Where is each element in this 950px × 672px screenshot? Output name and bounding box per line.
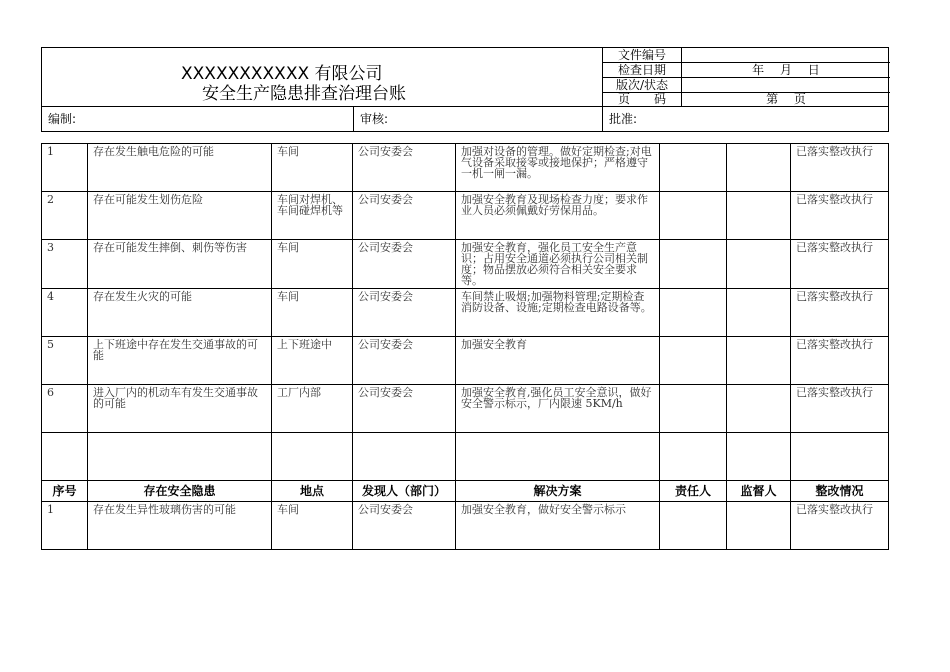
empty-cell: [791, 433, 889, 481]
cell-hazard: 存在发生触电危险的可能: [88, 144, 272, 192]
table-row: [42, 144, 889, 192]
meta-row-check-date: [603, 63, 890, 78]
cell-status: 已落实整改执行: [791, 502, 889, 550]
cell-no: 6: [42, 385, 88, 433]
cell-hazard: 存在可能发生摔倒、刺伤等伤害: [88, 240, 272, 289]
cell-location: 车间: [272, 144, 353, 192]
cell-status: 已落实整改执行: [791, 289, 889, 337]
cell-status: 已落实整改执行: [791, 144, 889, 192]
cell-hazard: 存在发生异性玻璃伤害的可能: [88, 502, 272, 550]
cell-responsible: [660, 337, 727, 385]
meta-label: 文件编号: [603, 48, 682, 62]
document-title: 安全生产隐患排查治理台账: [202, 84, 406, 104]
table-row: [42, 385, 889, 433]
meta-row-version: [603, 78, 890, 93]
cell-supervisor: [727, 240, 791, 289]
cell-solution: 加强安全教育,强化员工安全意识，做好安全警示标示，厂内限速 5KM/h: [456, 385, 660, 433]
cell-supervisor: [727, 502, 791, 550]
cell-supervisor: [727, 192, 791, 240]
cell-responsible: [660, 289, 727, 337]
cell-location: 车间: [272, 240, 353, 289]
cell-solution: 加强安全教育及现场检查力度；要求作业人员必须佩戴好劳保用品。: [456, 192, 660, 240]
cell-solution: 加强安全教育，做好安全警示标示: [456, 502, 660, 550]
cell-solution: 加强安全教育，强化员工安全生产意识；占用安全通道必须执行公司相关制度；物品摆放必须符合相关安全要求等。: [456, 240, 660, 289]
meta-label: 版次/状态: [603, 78, 682, 92]
cell-status: 已落实整改执行: [791, 337, 889, 385]
cell-finder: 公司安委会: [353, 192, 456, 240]
cell-finder: 公司安委会: [353, 337, 456, 385]
meta-value: [682, 78, 890, 92]
cell-location: 车间: [272, 502, 353, 550]
document-header: [41, 47, 889, 132]
cell-finder: 公司安委会: [353, 502, 456, 550]
meta-row-page: [603, 93, 890, 106]
column-header-solution: 解决方案: [456, 481, 660, 502]
cell-supervisor: [727, 289, 791, 337]
hazard-ledger-table: [41, 143, 889, 550]
cell-responsible: [660, 385, 727, 433]
table-row: [42, 240, 889, 289]
cell-no: 3: [42, 240, 88, 289]
cell-solution: 加强安全教育: [456, 337, 660, 385]
cell-solution: 加强对设备的管理。做好定期检查;对电气设备采取接零或接地保护；严格遵守一机一闸一漏。: [456, 144, 660, 192]
cell-hazard: 存在可能发生划伤危险: [88, 192, 272, 240]
cell-finder: 公司安委会: [353, 289, 456, 337]
cell-finder: 公司安委会: [353, 144, 456, 192]
approved-by: 批准:: [609, 112, 638, 126]
cell-supervisor: [727, 144, 791, 192]
empty-row: [42, 433, 889, 481]
column-header-hazard: 存在安全隐患: [88, 481, 272, 502]
cell-location: 上下班途中: [272, 337, 353, 385]
meta-value: 年 月 日: [752, 63, 820, 77]
table-row: [42, 502, 889, 550]
meta-label: 检查日期: [603, 63, 682, 77]
cell-responsible: [660, 240, 727, 289]
empty-cell: [42, 433, 88, 481]
column-header-status: 整改情况: [791, 481, 889, 502]
cell-finder: 公司安委会: [353, 240, 456, 289]
column-header-responsible: 责任人: [660, 481, 727, 502]
cell-finder: 公司安委会: [353, 385, 456, 433]
meta-row-file-number: [603, 48, 890, 63]
cell-hazard: 存在发生火灾的可能: [88, 289, 272, 337]
empty-cell: [660, 433, 727, 481]
cell-no: 2: [42, 192, 88, 240]
empty-cell: [456, 433, 660, 481]
table-row: [42, 337, 889, 385]
column-header-row: [42, 481, 889, 502]
title-block: [42, 48, 603, 106]
cell-responsible: [660, 502, 727, 550]
meta-value: [682, 48, 890, 62]
empty-cell: [272, 433, 353, 481]
cell-responsible: [660, 192, 727, 240]
cell-status: 已落实整改执行: [791, 385, 889, 433]
cell-no: 4: [42, 289, 88, 337]
cell-hazard: 进入厂内的机动车有发生交通事故的可能: [88, 385, 272, 433]
empty-cell: [88, 433, 272, 481]
cell-location: 工厂内部: [272, 385, 353, 433]
cell-no: 1: [42, 144, 88, 192]
cell-status: 已落实整改执行: [791, 192, 889, 240]
cell-no: 1: [42, 502, 88, 550]
cell-status: 已落实整改执行: [791, 240, 889, 289]
table-row: [42, 289, 889, 337]
cell-supervisor: [727, 385, 791, 433]
meta-label: 页 码: [603, 93, 682, 106]
column-header-supervisor: 监督人: [727, 481, 791, 502]
cell-responsible: [660, 144, 727, 192]
cell-supervisor: [727, 337, 791, 385]
column-header-finder: 发现人（部门）: [353, 481, 456, 502]
cell-location: 车间对焊机、车间碰焊机等: [272, 192, 353, 240]
empty-cell: [727, 433, 791, 481]
signature-row: [42, 106, 888, 132]
compiled-by: 编制:: [42, 107, 354, 132]
column-header-no: 序号: [42, 481, 88, 502]
cell-location: 车间: [272, 289, 353, 337]
cell-hazard: 上下班途中存在发生交通事故的可能: [88, 337, 272, 385]
empty-cell: [353, 433, 456, 481]
column-header-location: 地点: [272, 481, 353, 502]
meta-value: 第 页: [766, 92, 806, 106]
company-name: XXXXXXXXXXX 有限公司: [181, 64, 383, 84]
reviewed-by: 审核:: [354, 107, 603, 132]
cell-no: 5: [42, 337, 88, 385]
table-row: [42, 192, 889, 240]
cell-solution: 车间禁止吸烟;加强物料管理;定期检查消防设备、设施;定期检查电路设备等。: [456, 289, 660, 337]
